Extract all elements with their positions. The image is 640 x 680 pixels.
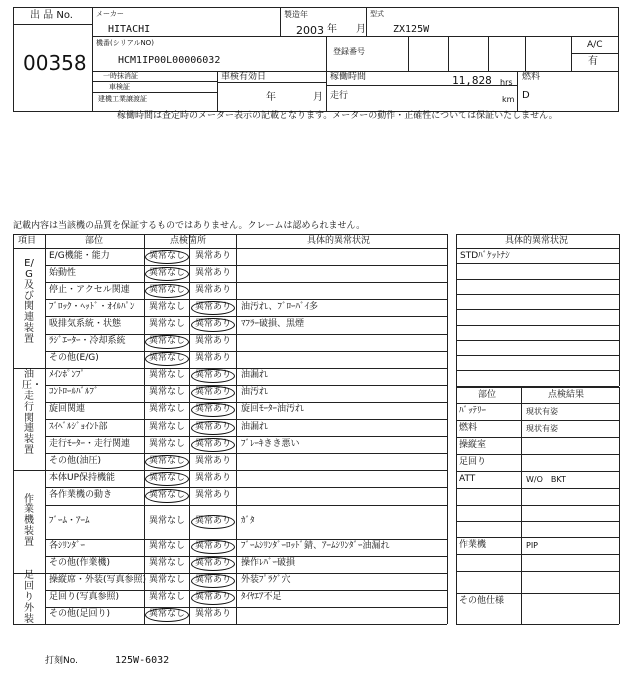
selected-mark-icon xyxy=(145,335,189,349)
hours-unit: hrs xyxy=(500,78,513,87)
status-abnormal: 異常あり xyxy=(195,267,232,278)
right-top-header: 具体的異常状況 xyxy=(505,236,569,246)
serial-label: 機番(シリアルNO) xyxy=(96,39,154,47)
selected-mark-icon xyxy=(191,318,235,332)
fuel-value: D xyxy=(522,90,530,101)
header-check: 点検箇所 xyxy=(170,236,207,246)
status-abnormal: 異常あり xyxy=(195,575,232,586)
right-top-first: STDﾊﾞｹｯﾄﾅｼ xyxy=(460,251,510,261)
hours-label: 稼働時間 xyxy=(330,72,367,82)
status-normal: 異常なし xyxy=(149,592,186,603)
part-label: 各作業機の動き xyxy=(49,489,113,500)
part-label: 操縦席・外装(写真参照) xyxy=(49,575,147,586)
selected-mark-icon xyxy=(191,574,235,588)
status-normal: 異常なし xyxy=(149,472,186,483)
travel-label: 走行 xyxy=(330,91,349,101)
category-label: 足回り外装 xyxy=(24,570,34,625)
status-normal: 異常なし xyxy=(149,353,186,364)
selected-mark-icon xyxy=(191,386,235,400)
results-value: W/O BKT xyxy=(526,475,566,484)
status-normal: 異常なし xyxy=(149,284,186,295)
registration-label: 登録番号 xyxy=(333,47,365,56)
part-label: ﾌﾞｰﾑ・ｱｰﾑ xyxy=(49,515,90,526)
selected-mark-icon xyxy=(191,540,235,554)
status-normal: 異常なし xyxy=(149,301,186,312)
status-abnormal: 異常あり xyxy=(195,421,232,432)
status-normal: 異常なし xyxy=(149,575,186,586)
part-label: 旋回関連 xyxy=(49,404,86,415)
part-label: その他(足回り) xyxy=(49,609,111,620)
status-abnormal: 異常あり xyxy=(195,515,232,526)
category-label: 作業機装置 xyxy=(24,493,34,548)
status-abnormal: 異常あり xyxy=(195,250,232,261)
results-header-part: 部位 xyxy=(478,390,497,400)
doc-temp-deregistration: 一時抹消証 xyxy=(103,72,138,80)
status-normal: 異常なし xyxy=(149,421,186,432)
inspection-month-unit: 月 xyxy=(313,92,323,103)
hours-value: 11,828 xyxy=(452,74,492,87)
hours-note: 稼働時間は査定時のメーター表示の記載となります。メーターの動作・正確性については保証いたしません。 xyxy=(117,111,558,121)
status-abnormal: 異常あり xyxy=(195,404,232,415)
category-label: E/G及び関連装置 xyxy=(24,258,34,345)
travel-unit: km xyxy=(502,95,515,104)
results-part: 作業機 xyxy=(459,540,487,550)
status-normal: 異常なし xyxy=(149,267,186,278)
results-part: その他仕様 xyxy=(459,596,505,606)
selected-mark-icon xyxy=(145,284,189,298)
status-abnormal: 異常あり xyxy=(195,489,232,500)
part-label: その他(作業機) xyxy=(49,558,111,569)
results-part: ATT xyxy=(459,474,476,484)
status-normal: 異常なし xyxy=(149,489,186,500)
selected-mark-icon xyxy=(191,421,235,435)
abnormal-detail: 油漏れ xyxy=(241,421,269,432)
selected-mark-icon xyxy=(191,557,235,571)
lot-number: 00358 xyxy=(23,51,87,75)
stamp-label: 打刻No. xyxy=(45,656,78,666)
part-label: その他(油圧) xyxy=(49,455,102,466)
status-abnormal: 異常あり xyxy=(195,558,232,569)
part-label: その他(E/G) xyxy=(49,353,99,364)
status-normal: 異常なし xyxy=(149,515,186,526)
year-unit: 年 xyxy=(327,24,337,35)
abnormal-detail: ﾌﾞｰﾑｼﾘﾝﾀﾞｰﾛｯﾄﾞ錆、ｱｰﾑｼﾘﾝﾀﾞｰ油漏れ xyxy=(241,541,390,552)
status-abnormal: 異常あり xyxy=(195,301,232,312)
part-label: 本体UP保持機能 xyxy=(49,472,116,483)
status-abnormal: 異常あり xyxy=(195,318,232,329)
status-abnormal: 異常あり xyxy=(195,472,232,483)
selected-mark-icon xyxy=(145,352,189,366)
selected-mark-icon xyxy=(145,250,189,264)
part-label: ｺﾝﾄﾛｰﾙﾊﾞﾙﾌﾞ xyxy=(49,387,99,398)
status-normal: 異常なし xyxy=(149,404,186,415)
fuel-label: 燃料 xyxy=(522,72,541,82)
selected-mark-icon xyxy=(145,608,189,622)
header-part: 部位 xyxy=(85,236,104,246)
status-normal: 異常なし xyxy=(149,370,186,381)
status-abnormal: 異常あり xyxy=(195,387,232,398)
abnormal-detail: 油漏れ xyxy=(241,370,269,381)
results-value: 現状有姿 xyxy=(526,407,558,416)
status-normal: 異常なし xyxy=(149,387,186,398)
results-part: 足回り xyxy=(459,457,487,467)
status-normal: 異常なし xyxy=(149,336,186,347)
inspection-year-unit: 年 xyxy=(266,92,276,103)
status-normal: 異常なし xyxy=(149,438,186,449)
selected-mark-icon xyxy=(191,403,235,417)
status-abnormal: 異常あり xyxy=(195,438,232,449)
abnormal-detail: ﾏﾌﾗｰ破損、黒煙 xyxy=(241,318,305,329)
month-unit: 月 xyxy=(356,24,366,35)
maker-label: メーカー xyxy=(96,10,124,18)
ac-value: 有 xyxy=(588,56,598,67)
doc-vehicle-inspection: 車検証 xyxy=(109,83,130,91)
part-label: ｽｲﾍﾞﾙｼﾞｮｲﾝﾄ部 xyxy=(49,421,108,432)
selected-mark-icon xyxy=(191,301,235,315)
doc-transfer-certificate: 建機工業譲渡証 xyxy=(98,95,147,103)
abnormal-detail: 油汚れ、ﾌﾞﾛｰﾊﾞｲ多 xyxy=(241,301,319,312)
model-value: ZX125W xyxy=(393,24,430,35)
status-abnormal: 異常あり xyxy=(195,592,232,603)
abnormal-detail: ﾌﾞﾚｰｷきき悪い xyxy=(241,438,300,449)
part-label: 各ｼﾘﾝﾀﾞｰ xyxy=(49,541,86,552)
status-normal: 異常なし xyxy=(149,609,186,620)
results-header-result: 点検結果 xyxy=(548,390,585,400)
disclaimer: 記載内容は当該機の品質を保証するものではありません。クレームは認められません。 xyxy=(13,221,366,231)
status-normal: 異常なし xyxy=(149,558,186,569)
header-detail: 具体的異常状況 xyxy=(307,236,371,246)
results-part: ﾊﾞｯﾃﾘｰ xyxy=(459,406,487,416)
part-label: 足回り(写真参照) xyxy=(49,592,120,603)
year-value: 2003 xyxy=(296,24,324,37)
selected-mark-icon xyxy=(191,369,235,383)
status-abnormal: 異常あり xyxy=(195,455,232,466)
status-normal: 異常なし xyxy=(149,318,186,329)
abnormal-detail: ｶﾞﾀ xyxy=(241,515,255,526)
status-abnormal: 異常あり xyxy=(195,284,232,295)
part-label: ﾗｼﾞｴｰﾀｰ・冷却系統 xyxy=(49,336,126,347)
part-label: ﾒｲﾝﾎﾟﾝﾌﾟ xyxy=(49,370,86,381)
abnormal-detail: 油汚れ xyxy=(241,387,269,398)
selected-mark-icon xyxy=(145,472,189,486)
abnormal-detail: ﾀｲﾔｴｱ不足 xyxy=(241,592,282,603)
results-part: 操縦室 xyxy=(459,440,487,450)
selected-mark-icon xyxy=(145,455,189,469)
status-abnormal: 異常あり xyxy=(195,336,232,347)
status-normal: 異常なし xyxy=(149,455,186,466)
part-label: 吸排気系統・状態 xyxy=(49,318,122,329)
inspection-label: 車検有効日 xyxy=(221,72,267,82)
part-label: E/G機能・能力 xyxy=(49,250,110,261)
status-normal: 異常なし xyxy=(149,541,186,552)
abnormal-detail: 旋回ﾓｰﾀｰ油汚れ xyxy=(241,404,305,415)
status-abnormal: 異常あり xyxy=(195,609,232,620)
selected-mark-icon xyxy=(191,438,235,452)
selected-mark-icon xyxy=(145,267,189,281)
status-normal: 異常なし xyxy=(149,250,186,261)
part-label: 停止・アクセル関連 xyxy=(49,284,130,295)
category-label: 油圧・走行関連装置 xyxy=(22,369,42,456)
results-part: 燃料 xyxy=(459,423,478,433)
part-label: 始動性 xyxy=(49,267,77,278)
abnormal-detail: 外装ﾌﾟﾗｸﾞ穴 xyxy=(241,575,291,586)
model-label: 型式 xyxy=(370,10,384,18)
results-value: PIP xyxy=(526,541,539,550)
status-abnormal: 異常あり xyxy=(195,370,232,381)
maker-value: HITACHI xyxy=(108,24,151,35)
lot-label: 出 品 No. xyxy=(30,10,73,21)
header-category: 項目 xyxy=(18,236,37,246)
selected-mark-icon xyxy=(145,489,189,503)
part-label: ﾌﾞﾛｯｸ・ﾍｯﾄﾞ・ｵｲﾙﾊﾟﾝ xyxy=(49,301,135,312)
part-label: 走行ﾓｰﾀｰ・走行関連 xyxy=(49,438,131,449)
status-abnormal: 異常あり xyxy=(195,353,232,364)
selected-mark-icon xyxy=(191,515,235,529)
selected-mark-icon xyxy=(191,591,235,605)
serial-value: HCM1IP00L00006032 xyxy=(118,55,221,66)
year-label: 製造年 xyxy=(284,10,308,19)
status-abnormal: 異常あり xyxy=(195,541,232,552)
abnormal-detail: 操作ﾚﾊﾞｰ破損 xyxy=(241,558,296,569)
stamp-value: 125W-6032 xyxy=(115,655,170,666)
results-value: 現状有姿 xyxy=(526,424,558,433)
ac-label: A/C xyxy=(587,40,603,50)
